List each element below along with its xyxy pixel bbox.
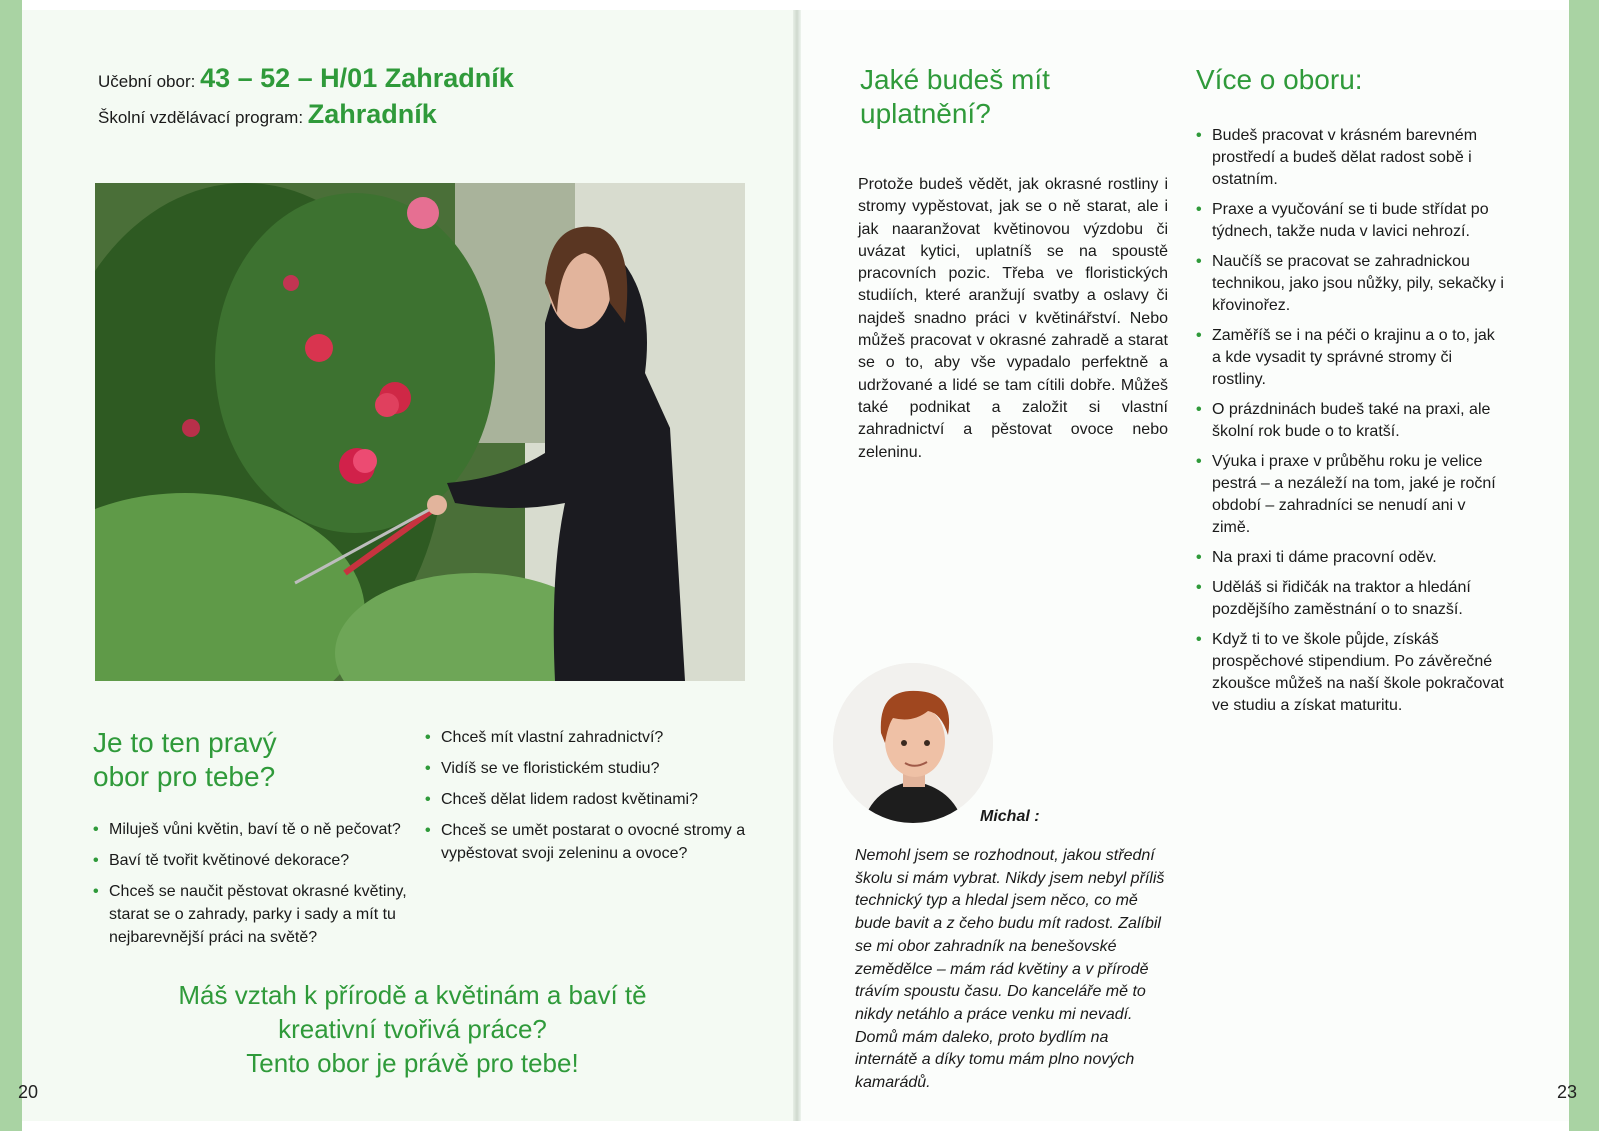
about-list <box>1196 125 1506 725</box>
program-label: Školní vzdělávací program: <box>98 108 304 127</box>
question-item: • Vidíš se ve floristickém studiu? <box>425 757 755 780</box>
career-heading <box>860 63 1140 131</box>
about-item: • Když ti to ve škole půjde, získáš prospěchové stipendium. Po závěrečné zkoušce můžeš na naší škole pokračovat ve studiu a získat maturitu. <box>1196 629 1506 717</box>
program-name: Zahradník <box>307 99 437 129</box>
career-paragraph: Protože budeš vědět, jak okrasné rostliny i stromy vypěstovat, jak se o ně starat, ale i jak naaranžovat květinovou výzdobu či uvázat kytici, uplatníš se na spoustě pracovních pozic. Třeba ve floristických studiích, které aranžují svatby a oslavy či najdeš snadno práci v květinářství. Nebo můžeš pracovat v okrasné zahradě a starat se o to, aby vše vypadalo perfektně a udržované a lidé se tam cítili dobře. Můžeš také podnikat a založit si vlastní zahradnictví a pěstovat ovoce nebo zeleninu. <box>858 176 1168 461</box>
career-heading-line1: Jaké budeš mít <box>860 64 1050 95</box>
suitability-heading-line1: Je to ten pravý <box>93 727 277 758</box>
field-header <box>98 62 514 134</box>
about-heading: Více o oboru: <box>1196 64 1363 95</box>
about-item: • Uděláš si řidičák na traktor a hledání pozdějšího zaměstnání o to snazší. <box>1196 577 1506 621</box>
gardener-photo-illustration <box>95 183 745 681</box>
student-portrait-illustration <box>833 663 993 823</box>
field-label: Učební obor: <box>98 72 196 91</box>
questions-right-list <box>425 726 755 873</box>
student-portrait <box>833 663 993 823</box>
question-item: • Chceš mít vlastní zahradnictví? <box>425 726 755 749</box>
question-item: • Baví tě tvořit květinové dekorace? <box>93 849 413 872</box>
page-number-right: 23 <box>1556 1082 1577 1102</box>
suitability-heading-line2: obor pro tebe? <box>93 761 276 792</box>
about-item: • Budeš pracovat v krásném barevném prostředí a budeš dělat radost sobě i ostatním. <box>1196 125 1506 191</box>
slogan-line2: kreativní tvořivá práce? <box>278 1014 547 1044</box>
page-fold <box>793 10 801 1121</box>
program-line <box>98 98 514 134</box>
about-item: • Na praxi ti dáme pracovní oděv. <box>1196 547 1506 569</box>
suitability-heading <box>93 726 393 794</box>
left-edge-band <box>0 0 22 1131</box>
about-item: • Zaměříš se i na péči o krajinu a o to, jak a kde vysadit ty správné stromy či rostliny. <box>1196 325 1506 391</box>
slogan-line1: Máš vztah k přírodě a květinám a baví tě <box>178 980 647 1010</box>
question-item: • Chceš dělat lidem radost květinami? <box>425 788 755 811</box>
field-code: 43 – 52 – H/01 Zahradník <box>200 63 514 93</box>
about-item: • Výuka i praxe v průběhu roku je velice pestrá – a nezáleží na tom, jaké je roční období – zahradníci se nenudí ani v zimě. <box>1196 451 1506 539</box>
field-line <box>98 62 514 98</box>
question-item: • Chceš se naučit pěstovat okrasné květiny, starat se o zahrady, parky i sady a mít tu nejbarevnější práci na světě? <box>93 880 413 949</box>
about-item: • Praxe a vyučování se ti bude střídat po týdnech, takže nuda v lavici nehrozí. <box>1196 199 1506 243</box>
question-item: • Miluješ vůni květin, baví tě o ně pečovat? <box>93 818 413 841</box>
slogan-line3: Tento obor je právě pro tebe! <box>246 1048 579 1078</box>
quote-author: Michal : <box>980 808 1040 825</box>
about-item: • O prázdninách budeš také na praxi, ale školní rok bude o to kratší. <box>1196 399 1506 443</box>
slogan <box>120 978 705 1080</box>
career-heading-line2: uplatnění? <box>860 98 991 129</box>
question-item: • Chceš se umět postarat o ovocné stromy a vypěstovat svoji zeleninu a ovoce? <box>425 819 755 865</box>
questions-left-list <box>93 818 413 957</box>
right-edge-band <box>1569 0 1599 1131</box>
page-number-left: 20 <box>18 1082 39 1102</box>
student-quote: Nemohl jsem se rozhodnout, jakou střední školu si mám vybrat. Nikdy jsem nebyl příliš technický typ a hledal jsem něco, co mě bude bavit a z čeho budu mít radost. Zalíbil se mi obor zahradník na benešovské zemědělce – mám rád květiny a v přírodě trávím spoustu času. Do kanceláře mě to nikdy netáhlo a práce venku mi nevadí. Domů mám daleko, proto bydlím na internátě a díky tomu mám plno nových kamarádů. <box>855 847 1165 1092</box>
about-item: • Naučíš se pracovat se zahradnickou technikou, jako jsou nůžky, pily, sekačky i křovinořez. <box>1196 251 1506 317</box>
gardener-photo <box>95 183 745 681</box>
